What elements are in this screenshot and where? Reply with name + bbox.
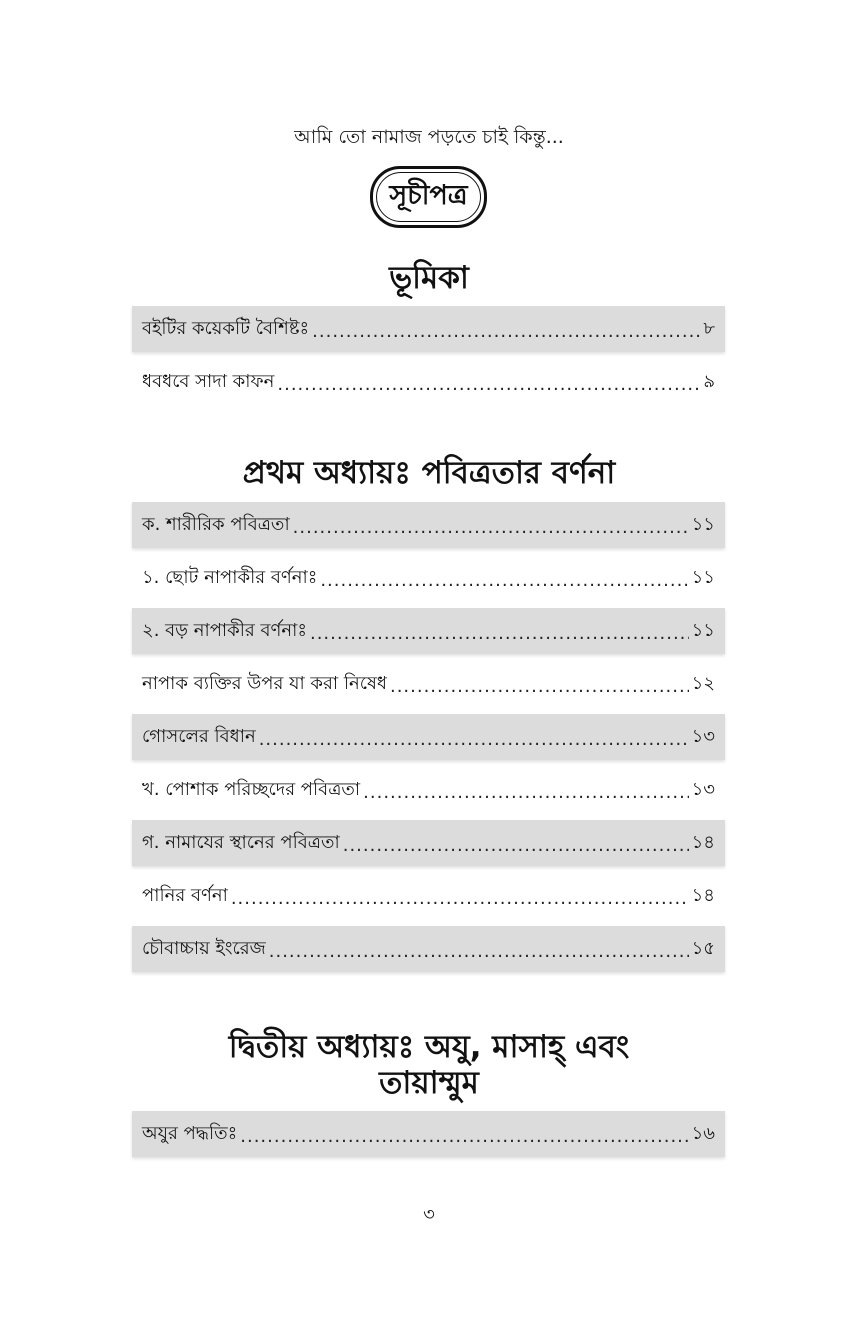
section-heading-chapter-2-line-1: দ্বিতীয় অধ্যায়ঃ অযু, মাসাহ্ এবং — [228, 1029, 630, 1065]
toc-entry[interactable] — [132, 926, 725, 972]
dot-leader — [363, 782, 688, 803]
toc-entry-label: নাপাক ব্যক্তির উপর যা করা নিষেধ — [142, 672, 387, 694]
toc-entry-page: ৮ — [703, 317, 715, 339]
toc-entry-page: ১৪ — [691, 884, 715, 906]
toc-entry-label: গ. নামাযের স্থানের পবিত্রতা — [142, 831, 340, 853]
toc-entry-label: ২. বড় নাপাকীর বর্ণনাঃ — [142, 619, 307, 641]
toc-entry-page: ১৪ — [691, 831, 715, 853]
toc-entry-label: গোসলের বিধান — [142, 725, 256, 747]
toc-entry-page: ১৫ — [691, 937, 715, 959]
page-number: ৩ — [423, 1204, 435, 1225]
dot-leader — [293, 517, 689, 538]
dot-leader — [259, 729, 689, 750]
dot-leader — [269, 941, 689, 962]
toc-entry-label: ১. ছোট নাপাকীর বর্ণনাঃ — [142, 566, 318, 588]
toc-entry-label: পানির বর্ণনা — [142, 884, 228, 906]
toc-title-box — [370, 166, 487, 228]
dot-leader — [390, 676, 689, 697]
toc-entry[interactable] — [132, 714, 725, 760]
section-heading-chapter-2-line-2: তায়াম্মুম — [379, 1065, 479, 1101]
toc-entry-page: ১৩ — [691, 725, 715, 747]
toc-entry[interactable] — [132, 306, 725, 352]
dot-leader — [277, 374, 700, 395]
toc-entry-page: ১১ — [691, 566, 715, 588]
toc-title: সূচীপত্র — [389, 179, 468, 211]
dot-leader — [343, 835, 689, 856]
toc-entry[interactable] — [132, 555, 725, 601]
section-heading-introduction: ভূমিকা — [389, 260, 469, 296]
dot-leader — [320, 570, 688, 591]
toc-entry[interactable] — [132, 873, 725, 919]
section-heading-chapter-1: প্রথম অধ্যায়ঃ পবিত্রতার বর্ণনা — [242, 455, 616, 491]
toc-entry-label: ধবধবে সাদা কাফন — [142, 370, 275, 392]
toc-entry[interactable] — [132, 502, 725, 548]
toc-entry-page: ১৬ — [691, 1122, 715, 1144]
toc-entry[interactable] — [132, 820, 725, 866]
toc-entry[interactable] — [132, 359, 725, 405]
dot-leader — [231, 888, 689, 909]
toc-entry-label: ক. শারীরিক পবিত্রতা — [142, 513, 290, 535]
dot-leader — [310, 623, 689, 644]
toc-entry-page: ৯ — [703, 370, 715, 392]
toc-entry[interactable] — [132, 661, 725, 707]
running-head: আমি তো নামাজ পড়তে চাই কিন্তু... — [294, 126, 564, 148]
dot-leader — [312, 321, 700, 342]
toc-entry-label: অযুর পদ্ধতিঃ — [142, 1122, 238, 1144]
toc-entry[interactable] — [132, 608, 725, 654]
toc-entry-page: ১৩ — [691, 778, 715, 800]
dot-leader — [240, 1126, 688, 1147]
toc-entry[interactable] — [132, 767, 725, 813]
toc-entry-page: ১২ — [691, 672, 715, 694]
toc-entry[interactable] — [132, 1111, 725, 1157]
toc-entry-label: বইটির কয়েকটি বৈশিষ্টঃ — [142, 317, 310, 339]
toc-entry-label: চৌবাচ্চায় ইংরেজ — [142, 937, 266, 959]
toc-entry-page: ১১ — [691, 513, 715, 535]
toc-entry-label: খ. পোশাক পরিচ্ছদের পবিত্রতা — [142, 778, 361, 800]
toc-entry-page: ১১ — [691, 619, 715, 641]
